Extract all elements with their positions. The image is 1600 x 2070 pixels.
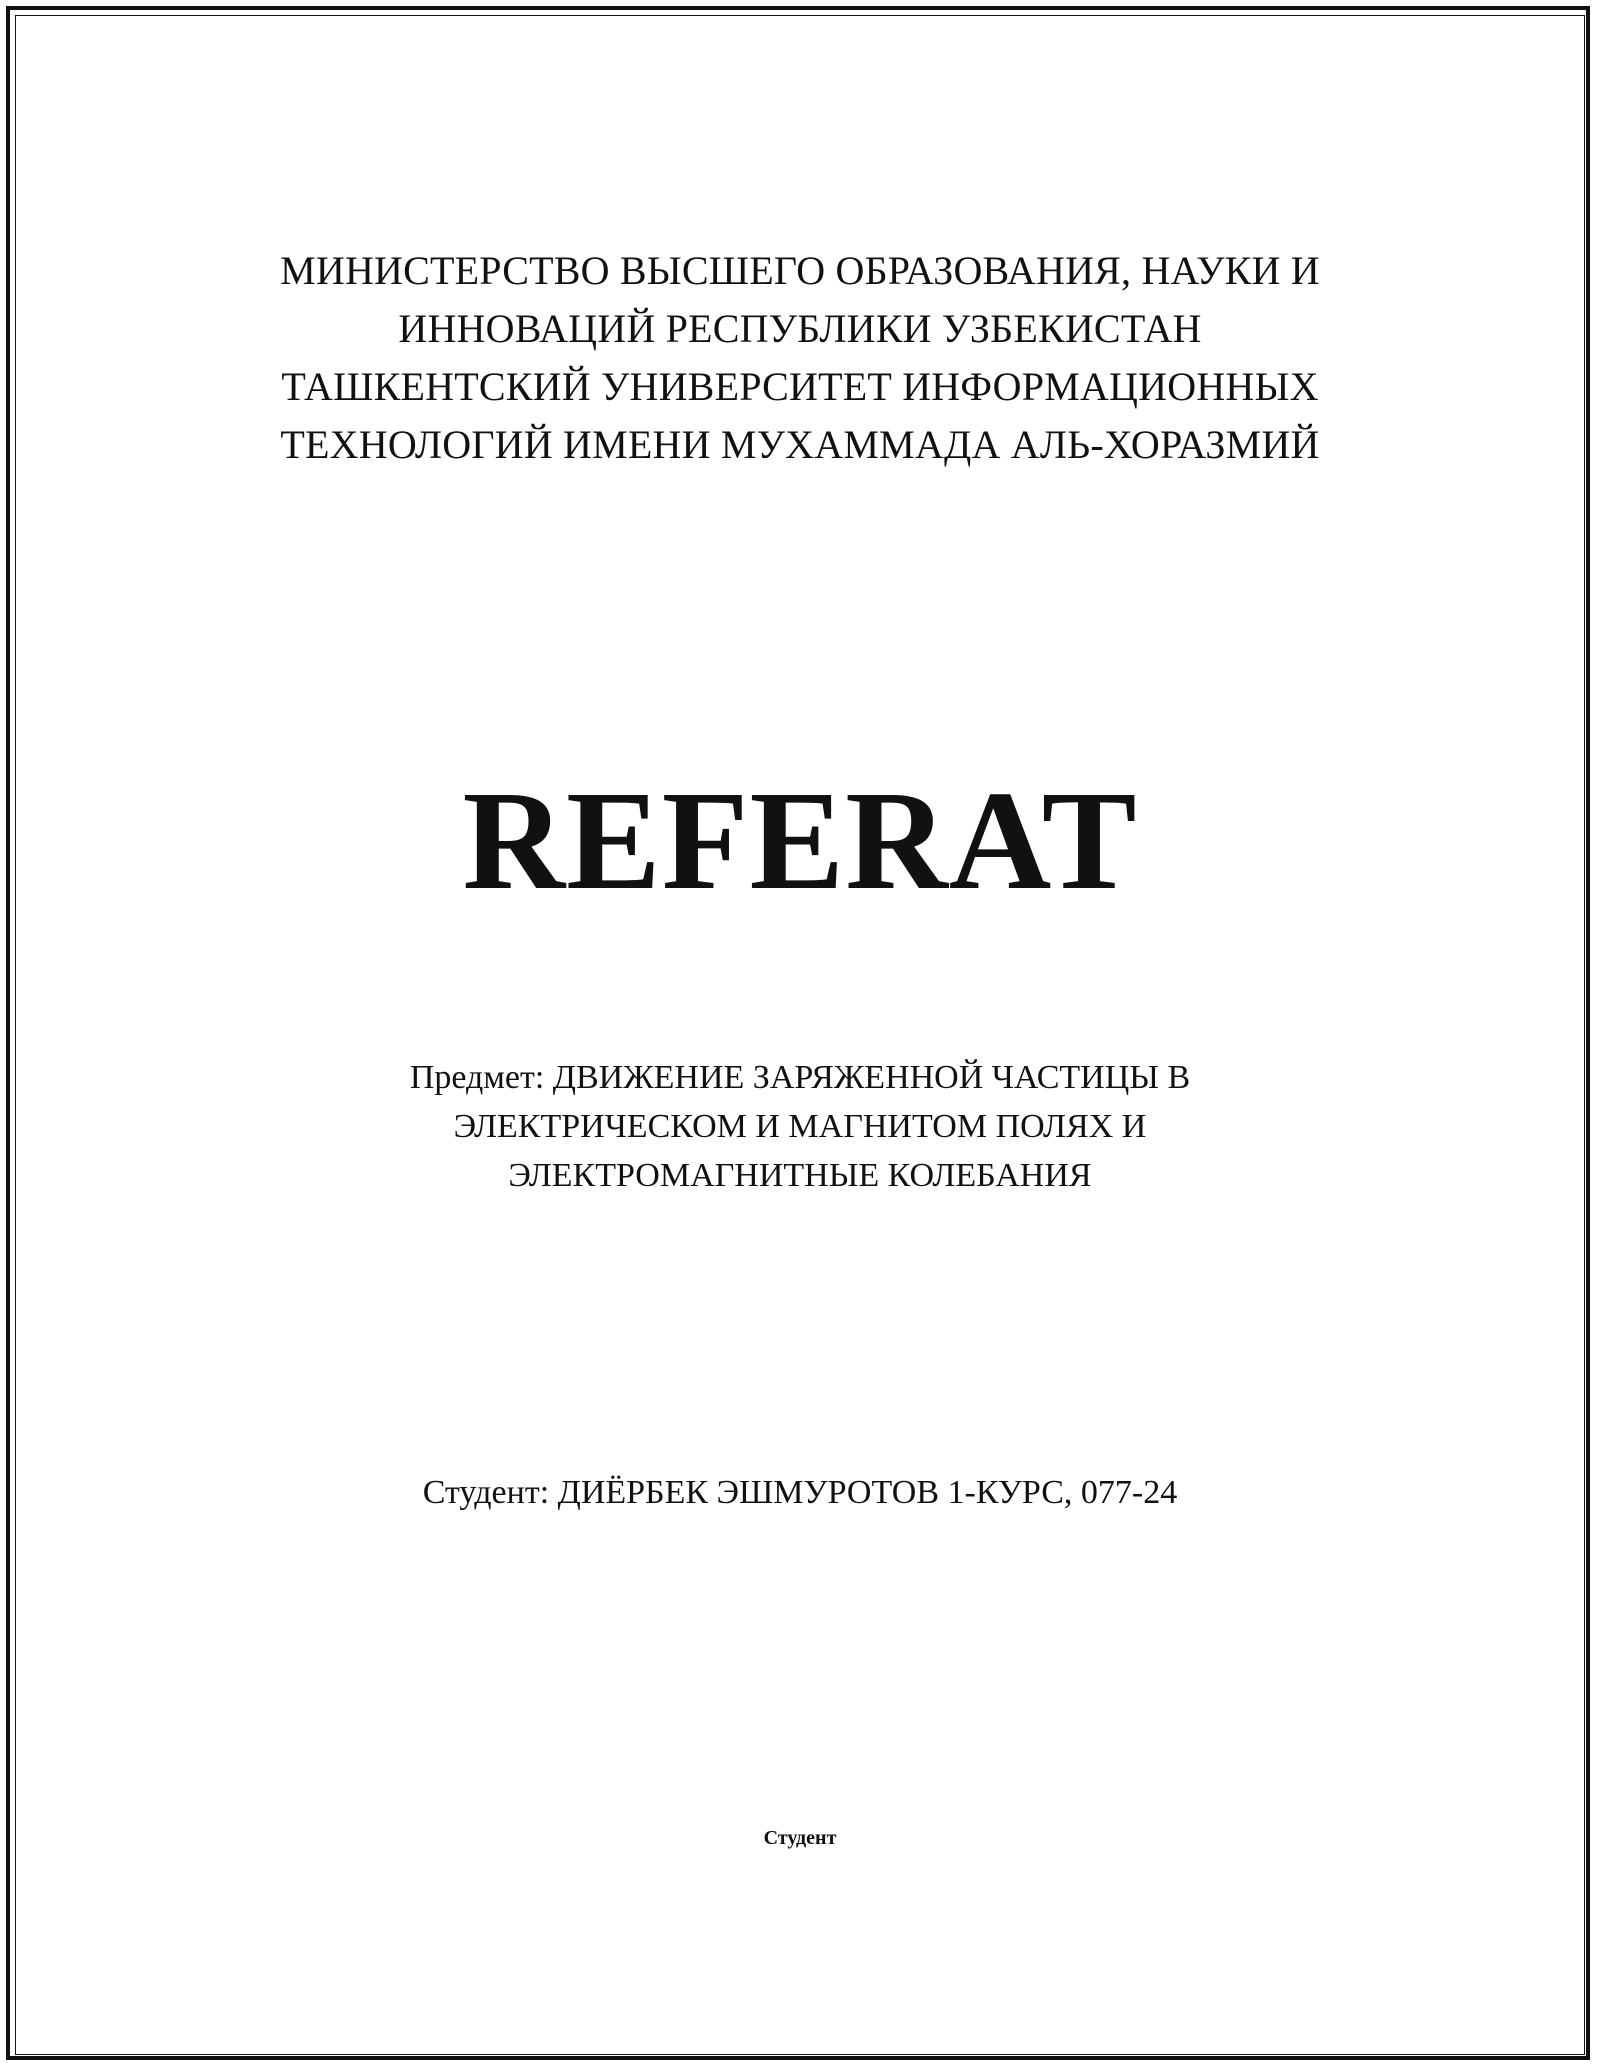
subject-line: Предмет: ДВИЖЕНИЕ ЗАРЯЖЕННОЙ ЧАСТИЦЫ В — [409, 1059, 1191, 1096]
header-line: ИННОВАЦИЙ РЕСПУБЛИКИ УЗБЕКИСТАН — [398, 306, 1202, 351]
header-line: МИНИСТЕРСТВО ВЫСШЕГО ОБРАЗОВАНИЯ, НАУКИ И — [280, 248, 1320, 293]
student-label: Студент — [763, 1827, 837, 1849]
subject-line: ЭЛЕКТРИЧЕСКОМ И МАГНИТОМ ПОЛЯХ И — [453, 1108, 1147, 1145]
student-info: Студент: ДИЁРБЕК ЭШМУРОТОВ 1-КУРС, 077-24 — [422, 1474, 1178, 1511]
header-line: ТАШКЕНТСКИЙ УНИВЕРСИТЕТ ИНФОРМАЦИОННЫХ — [281, 364, 1319, 409]
document-title: REFERAT — [462, 761, 1138, 919]
header-line: ТЕХНОЛОГИЙ ИМЕНИ МУХАММАДА АЛЬ-ХОРАЗМИЙ — [280, 422, 1320, 467]
subject-line: ЭЛЕКТРОМАГНИТНЫЕ КОЛЕБАНИЯ — [508, 1157, 1092, 1194]
institution-header — [0, 242, 1600, 474]
subject-block — [0, 1053, 1600, 1200]
